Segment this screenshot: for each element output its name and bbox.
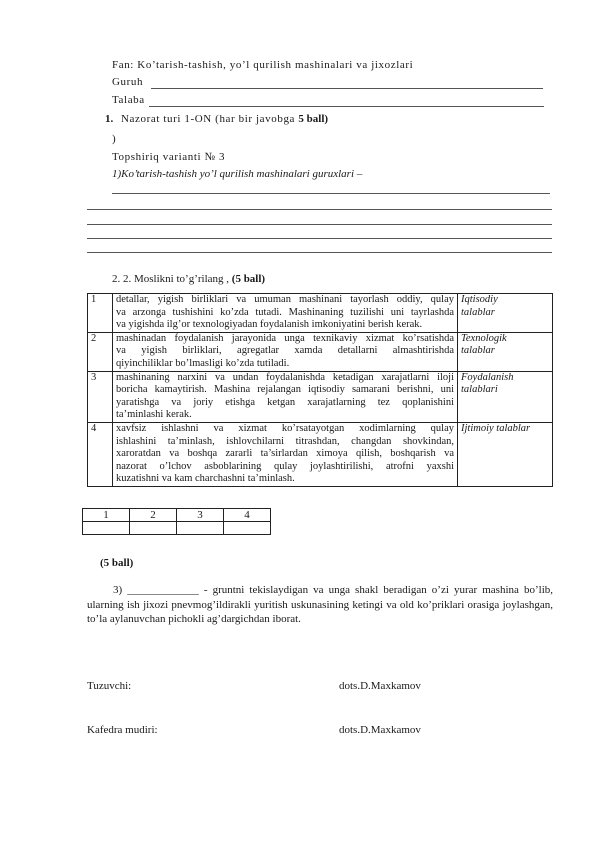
desc-line: va yigish birliklari, agregatlar xamda detallarni almashtirishda	[116, 345, 454, 357]
row-answer	[458, 422, 553, 486]
grid-header-cell: 3	[177, 509, 224, 522]
answer-text: Texnologik	[461, 332, 507, 344]
grid-answer-cell[interactable]	[83, 522, 130, 535]
desc-line: yaratishga va joriy etishga ketgan xarajatlarning tez qoplanishini	[116, 396, 454, 408]
student-field-line[interactable]	[149, 106, 544, 107]
question-1: 1)Ko’tarish-tashish yo’l qurilish mashinalari guruxlari –	[112, 168, 363, 180]
row-answer	[458, 371, 553, 422]
answer-line[interactable]	[87, 224, 552, 225]
points-note: (5 ball)	[100, 557, 134, 569]
table-row	[88, 294, 553, 333]
table-row	[88, 332, 553, 371]
author-label: Tuzuvchi:	[87, 680, 132, 692]
answer-text: talablar	[461, 345, 495, 357]
row-number: 4	[88, 422, 113, 486]
row-description	[113, 422, 458, 486]
grid-header-cell: 4	[224, 509, 271, 522]
section1-number: 1.	[105, 113, 114, 125]
desc-line: mashinaning narxini va undan foydalanishda ketadigan xarajatlarni iloji	[116, 371, 454, 383]
answer-line[interactable]	[87, 252, 552, 253]
row-description	[113, 332, 458, 371]
answer-line[interactable]	[112, 193, 550, 194]
section2-title: 2. 2. Moslikni to’g’rilang ,	[112, 273, 232, 285]
answer-grid	[82, 508, 271, 535]
answer-text: Foydalanish	[461, 371, 514, 383]
table-row	[88, 371, 553, 422]
subject-line: Fan: Ko’tarish-tashish, yo’l qurilish mashinalari va jixozlari	[112, 59, 414, 71]
desc-line: boricha kamaytirish. Mashina rejalangan iqtisodiy samarani berishni, uni	[116, 384, 454, 396]
desc-line: xavfsiz ishlashni va xizmat ko’rsatayotgan xodimlarning qulay	[116, 422, 454, 434]
section1-points: 5 ball)	[298, 113, 329, 125]
desc-line: detallar, yigish birliklari va umuman mashinani tayorlash oddiy, qulay	[116, 294, 454, 305]
variant-line: Topshiriq varianti № 3	[112, 151, 226, 163]
row-answer	[458, 294, 553, 333]
student-label: Talaba	[112, 94, 145, 106]
answer-text: talablari	[461, 384, 498, 396]
group-label: Guruh	[112, 76, 144, 88]
section1-heading	[105, 113, 328, 125]
desc-line: kuzatishni va kam charchashni ta’minlash.	[116, 473, 295, 485]
question-3-prefix: 3)	[113, 584, 128, 596]
grid-answer-cell[interactable]	[177, 522, 224, 535]
table-row	[88, 422, 553, 486]
section1-paren: )	[112, 133, 116, 145]
matching-table	[87, 293, 553, 487]
row-number: 2	[88, 332, 113, 371]
desc-line: va yigishda ilg’or texnologiyadan foydalanish imkoniyatini berish kerak.	[116, 319, 423, 331]
row-number: 1	[88, 294, 113, 333]
grid-answer-cell[interactable]	[130, 522, 177, 535]
desc-line: nazorat o’lchov asboblarining qulay joylashtirilishi, atrofni yaxshi	[116, 460, 454, 472]
answer-line[interactable]	[87, 238, 552, 239]
desc-line: xaroratdan va boshqa zararli ta’sirlardan ximoya qilish, boshqarish va	[116, 448, 454, 460]
question-3-blank[interactable]: _____________	[127, 584, 199, 596]
desc-line: ishlashini ta’minlash, ishlovchilarni titrashdan, changdan shovkindan,	[116, 435, 454, 447]
section2-points: (5 ball)	[231, 273, 266, 285]
desc-line: mashinadan foydalanish jarayonida unga texnikaviy xizmat ko’rsatishda	[116, 332, 454, 344]
section2-heading	[112, 273, 265, 285]
answer-text: Iqtisodiy	[461, 294, 498, 305]
grid-header-cell: 2	[130, 509, 177, 522]
desc-line: va arzonga tushishini ko’zda tutadi. Mashinaning tuzilishi uni tayrlashda	[116, 306, 454, 318]
group-field-line[interactable]	[151, 88, 543, 89]
row-description	[113, 371, 458, 422]
question-3-text: - gruntni tekislaydigan va unga shakl beradigan o’zi yurar mashina bo’lib, ularning ish jixozi pnevmog’ildirakli yuritish uskunasining ketingi va old ko’priklari orasiga joylashgan, to’la aylanuvchan pichokli ag’dargichdan iborat.	[87, 584, 554, 625]
desc-line: ta’minlashi kerak.	[116, 409, 192, 421]
answer-line[interactable]	[87, 209, 552, 210]
desc-line: qiyinchiliklar bo’lmasligi ko’zda tutiladi.	[116, 357, 290, 369]
answer-grid-header-row	[83, 509, 271, 522]
row-answer	[458, 332, 553, 371]
grid-answer-cell[interactable]	[224, 522, 271, 535]
head-label: Kafedra mudiri:	[87, 724, 158, 736]
row-number: 3	[88, 371, 113, 422]
answer-text: Ijtimoiy talablar	[461, 422, 531, 434]
author-name: dots.D.Maxkamov	[339, 680, 421, 692]
row-description	[113, 294, 458, 333]
question-3	[87, 583, 553, 627]
grid-header-cell: 1	[83, 509, 130, 522]
section1-title: Nazorat turi 1-ON (har bir javobga	[121, 113, 299, 125]
answer-text: talablar	[461, 306, 495, 318]
answer-grid-input-row	[83, 522, 271, 535]
head-name: dots.D.Maxkamov	[339, 724, 421, 736]
